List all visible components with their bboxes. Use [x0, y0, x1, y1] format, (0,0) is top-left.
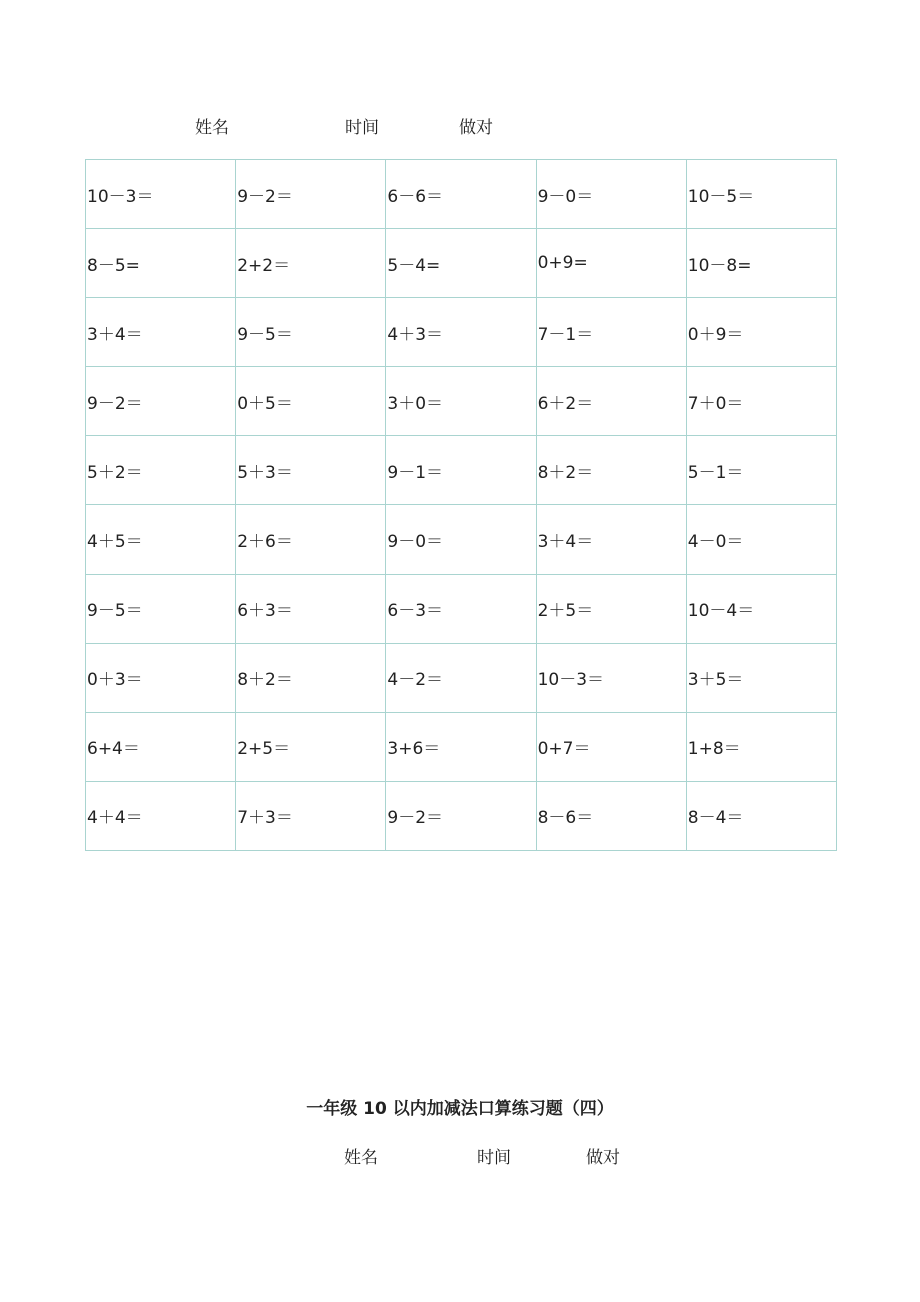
problem-table: [85, 159, 837, 851]
problem-cell: 2+2＝: [236, 229, 386, 298]
name-label: 姓名: [195, 118, 229, 138]
correct-label-2: 做对: [586, 1148, 620, 1168]
worksheet-header: [0, 113, 920, 137]
problem-cell: 5－4=: [386, 229, 536, 298]
correct-label: 做对: [459, 118, 493, 138]
problem-cell: 3＋4＝: [537, 505, 687, 574]
problem-cell: 9－0＝: [386, 505, 536, 574]
problem-cell: 6＋2＝: [537, 367, 687, 436]
problem-cell: 3＋0＝: [386, 367, 536, 436]
problem-cell: 4＋5＝: [86, 505, 236, 574]
problem-cell: 4＋4＝: [86, 782, 236, 851]
problem-cell: 9－1＝: [386, 436, 536, 505]
problem-cell: 6+4＝: [86, 713, 236, 782]
problem-cell: 4－0＝: [687, 505, 837, 574]
problem-cell: 6－3＝: [386, 575, 536, 644]
problem-cell: 2+5＝: [236, 713, 386, 782]
problem-cell: 10－5＝: [687, 160, 837, 229]
time-label-2: 时间: [477, 1148, 511, 1168]
problem-cell: 5＋2＝: [86, 436, 236, 505]
problem-cell: 9－2＝: [86, 367, 236, 436]
problem-cell: 9－5＝: [86, 575, 236, 644]
problem-cell: 0＋5＝: [236, 367, 386, 436]
problem-cell: 3＋4＝: [86, 298, 236, 367]
problem-cell: 0+7＝: [537, 713, 687, 782]
problem-cell: 3＋5＝: [687, 644, 837, 713]
worksheet-header-2: [0, 1143, 920, 1167]
problem-cell: 7－1＝: [537, 298, 687, 367]
problem-cell: 0＋9＝: [687, 298, 837, 367]
problem-cell: 4＋3＝: [386, 298, 536, 367]
problem-cell: 10－4＝: [687, 575, 837, 644]
time-label: 时间: [345, 118, 379, 138]
problem-cell: 3+6＝: [386, 713, 536, 782]
problem-cell: 2＋6＝: [236, 505, 386, 574]
problem-cell: 7＋0＝: [687, 367, 837, 436]
problem-cell: 9－2＝: [236, 160, 386, 229]
problem-cell: 8－5=: [86, 229, 236, 298]
worksheet-title-text: 一年级 10 以内加减法口算练习题（四）: [306, 1099, 614, 1119]
problem-cell: 9－2＝: [386, 782, 536, 851]
problem-cell: 6＋3＝: [236, 575, 386, 644]
problem-cell: 5＋3＝: [236, 436, 386, 505]
problem-cell: 6－6＝: [386, 160, 536, 229]
problem-cell: 7＋3＝: [236, 782, 386, 851]
problem-cell: 10－3＝: [537, 644, 687, 713]
problem-cell: 10－3＝: [86, 160, 236, 229]
problem-cell: 5－1＝: [687, 436, 837, 505]
problem-cell: 8＋2＝: [236, 644, 386, 713]
worksheet-title: [0, 1094, 920, 1119]
problem-cell: 8－4＝: [687, 782, 837, 851]
problem-cell: 9－0＝: [537, 160, 687, 229]
problem-cell: 8＋2＝: [537, 436, 687, 505]
problem-cell: 0+9=: [537, 229, 687, 298]
problem-cell: 0＋3＝: [86, 644, 236, 713]
problem-cell: 9－5＝: [236, 298, 386, 367]
name-label-2: 姓名: [344, 1148, 378, 1168]
problem-cell: 2＋5＝: [537, 575, 687, 644]
problem-cell: 8－6＝: [537, 782, 687, 851]
problem-cell: 1+8＝: [687, 713, 837, 782]
problem-cell: 10－8=: [687, 229, 837, 298]
problem-cell: 4－2＝: [386, 644, 536, 713]
